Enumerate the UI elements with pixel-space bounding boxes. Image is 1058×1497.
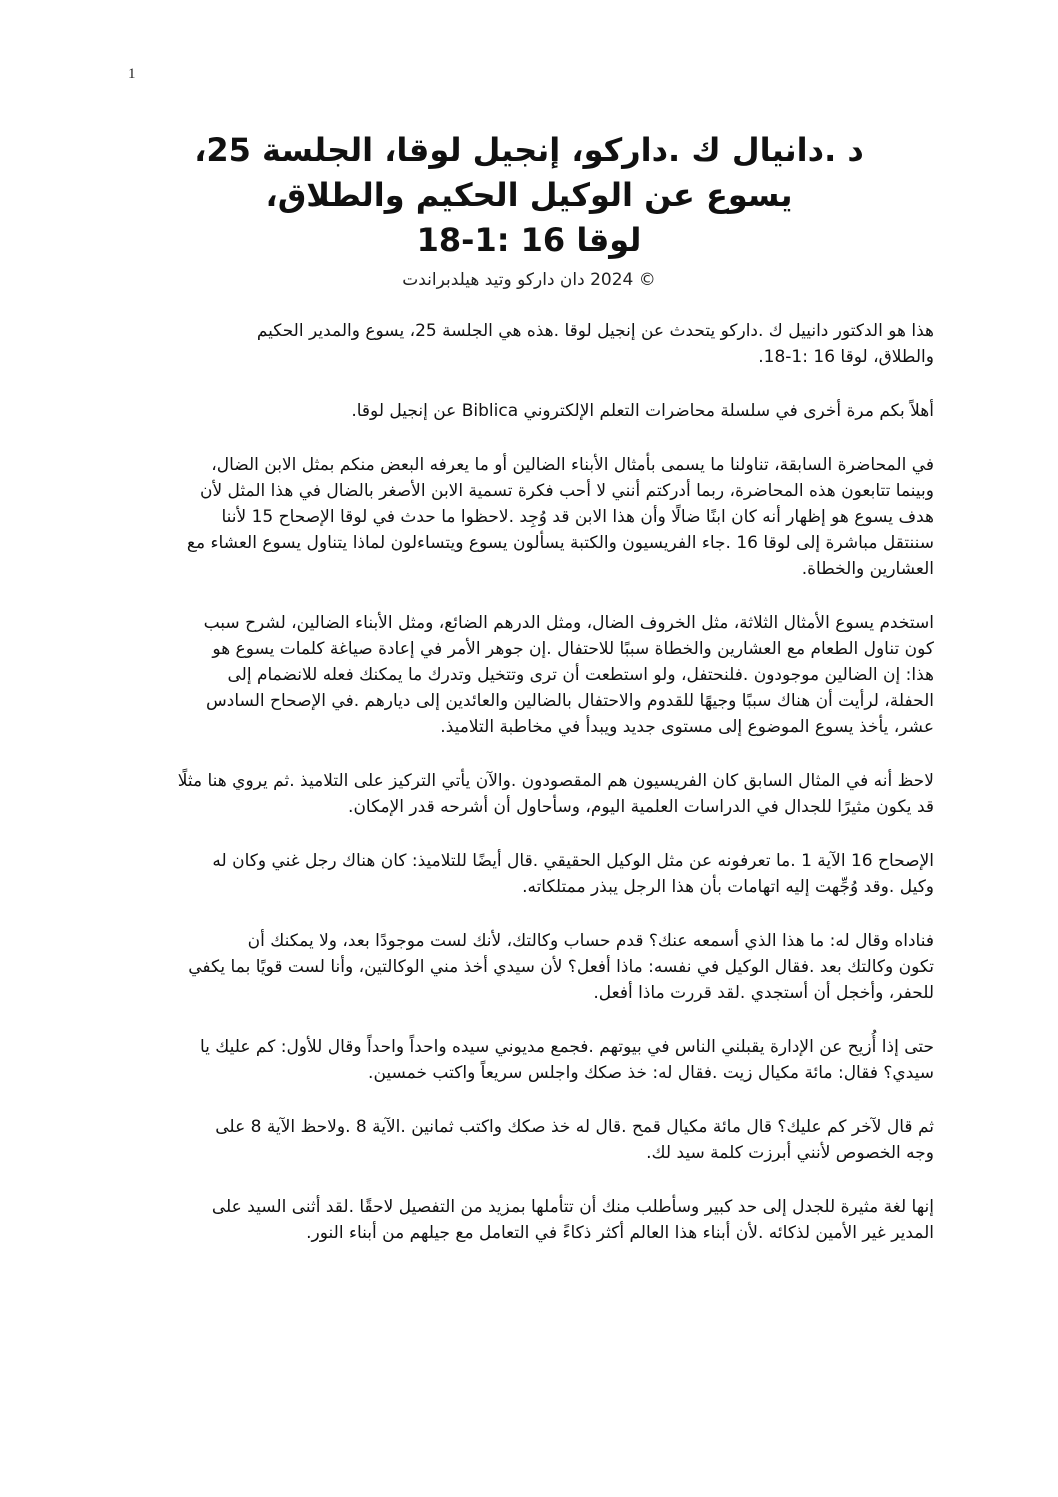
paragraph-line: عشر، يأخذ يسوع الموضوع إلى مستوى جديد ويبدأ في مخاطبة التلاميذ. (440, 717, 934, 737)
paragraph-line: تكون وكالتك بعد .فقال الوكيل في نفسه: ماذا أفعل؟ لأن سيدي أخذ مني الوكالتين، وأنا لست قويًا بما يكفي (188, 957, 934, 977)
paragraph-line: سننتقل مباشرة إلى لوقا 16 .جاء الفريسيون والكتبة يسألون يسوع ويتساءلون لماذا يتناول يسوع العشاء مع (186, 533, 934, 553)
paragraph-line: والطلاق، لوقا 16 :1-18. (758, 347, 934, 367)
paragraph (152, 398, 934, 424)
paragraph-line: الحفلة، لرأيت أن هناك سببًا وجيهًا للقدوم والاحتفال بالضالين والعائدين إلى ديارهم .في الإصحاح السادس (206, 691, 934, 711)
document-body (152, 318, 934, 1274)
paragraph-line: وجه الخصوص لأنني أبرزت كلمة سيد لك. (646, 1143, 934, 1163)
paragraph-line: قد يكون مثيرًا للجدال في الدراسات العلمية اليوم، وسأحاول أن أشرحه قدر الإمكان. (348, 797, 934, 817)
paragraph-line: أهلاً بكم مرة أخرى في سلسلة محاضرات التعلم الإلكتروني Biblica عن إنجيل لوقا. (351, 401, 934, 421)
paragraph-line: هذا: إن الضالين موجودون .فلنحتفل، ولو استطعت أن ترى وتتخيل وتدرك ما يمكنك فعله للانضمام إلى (227, 665, 934, 685)
paragraph-line: استخدم يسوع الأمثال الثلاثة، مثل الخروف الضال، ومثل الدرهم الضائع، ومثل الأبناء الضالين، لشرح سبب (203, 613, 934, 633)
paragraph-line: المدير غير الأمين لذكائه .لأن أبناء هذا العالم أكثر ذكاءً في التعامل مع جيلهم من أبناء النور. (306, 1223, 934, 1243)
paragraph-line: في المحاضرة السابقة، تناولنا ما يسمى بأمثال الأبناء الضالين أو ما يعرفه البعض منكم بمثل الابن الضال، (211, 455, 934, 475)
paragraph (152, 610, 934, 740)
paragraph-line: ثم قال لآخر كم عليك؟ قال مائة مكيال قمح .قال له خذ صكك واكتب ثمانين .الآية 8 .ولاحظ الآية 8 على (215, 1117, 934, 1137)
paragraph (152, 848, 934, 900)
paragraph (152, 318, 934, 370)
paragraph-line: فناداه وقال له: ما هذا الذي أسمعه عنك؟ قدم حساب وكالتك، لأنك لست موجودًا بعد، ولا يمكنك أن (247, 931, 934, 951)
paragraph-line: وبينما تتابعون هذه المحاضرة، ربما أدركتم أنني لا أحب فكرة تسمية الابن الأصغر بالضال في هذا المثل لأن (199, 481, 934, 501)
paragraph-line: العشارين والخطاة. (801, 559, 934, 579)
paragraph (152, 1194, 934, 1246)
paragraph-line: حتى إذا أُزيح عن الإدارة يقبلني الناس في بيوتهم .فجمع مديوني سيده واحداً واحداً وقال للأول: كم عليك يا (199, 1037, 934, 1057)
paragraph (152, 768, 934, 820)
paragraph-line: لاحظ أنه في المثال السابق كان الفريسيون هم المقصودون .والآن يأتي التركيز على التلاميذ .ثم يروي هنا مثلًا (177, 771, 934, 791)
paragraph (152, 1114, 934, 1166)
paragraph-line: كون تناول الطعام مع العشارين والخطاة سببًا للاحتفال .إن جوهر الأمر في إعادة صياغة كلمات يسوع هو (212, 639, 934, 659)
page-number: 1 (128, 66, 136, 82)
paragraph-line: سيدي؟ فقال: مائة مكيال زيت .فقال له: خذ صكك واجلس سريعاً واكتب خمسين. (368, 1063, 934, 1083)
document-header (120, 128, 938, 293)
paragraph (152, 452, 934, 582)
paragraph-line: الإصحاح 16 الآية 1 .ما تعرفونه عن مثل الوكيل الحقيقي .قال أيضًا للتلاميذ: كان هناك رجل غني وكان له (212, 851, 934, 871)
paragraph-line: هدف يسوع هو إظهار أنه كان ابنًا ضالًا وأن هذا الابن قد وُجِد .لاحظوا ما حدث في لوقا الإصحاح 15 لأننا (221, 507, 934, 527)
paragraph-line: للحفر، وأخجل أن أستجدي .لقد قررت ماذا أفعل. (593, 983, 934, 1003)
copyright-notice: © 2024 دان داركو وتيد هيلدبراندت (402, 270, 656, 290)
title-line-3: لوقا 16 :1-18 (416, 221, 642, 259)
title-line-1: د .دانيال ك .داركو، إنجيل لوقا، الجلسة 25، (194, 131, 864, 169)
title-line-2: يسوع عن الوكيل الحكيم والطلاق، (265, 176, 793, 214)
paragraph-line: وكيل .وقد وُجِّهت إليه اتهامات بأن هذا الرجل يبذر ممتلكاته. (522, 877, 934, 897)
paragraph-line: إنها لغة مثيرة للجدل إلى حد كبير وسأطلب منك أن تتأملها بمزيد من التفصيل لاحقًا .لقد أثنى السيد على (211, 1197, 934, 1217)
paragraph (152, 928, 934, 1006)
paragraph (152, 1034, 934, 1086)
paragraph-line: هذا هو الدكتور دانييل ك .داركو يتحدث عن إنجيل لوقا .هذه هي الجلسة 25، يسوع والمدير الحكيم (256, 321, 934, 341)
